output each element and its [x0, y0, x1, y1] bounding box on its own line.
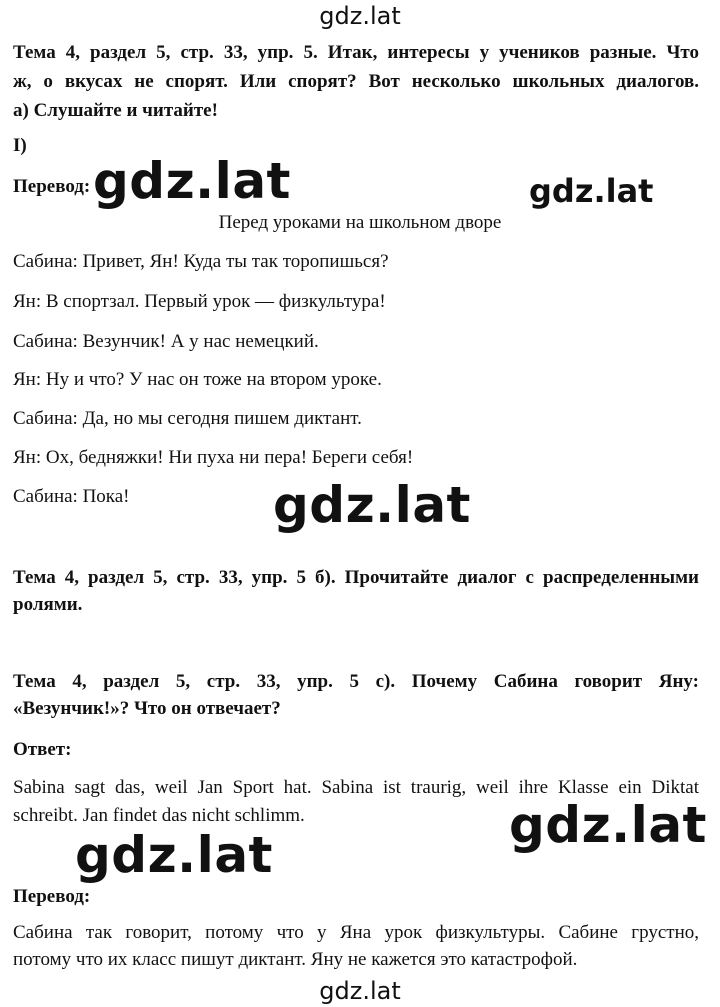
dialog-line: Ян: Ну и что? У нас он тоже на втором уроке. — [13, 369, 382, 390]
dialog-title: Перед уроками на школьном дворе — [218, 212, 502, 233]
task-b-line-1: Тема 4, раздел 5, стр. 33, упр. 5 б). Прочитайте диалог с распределенными — [13, 567, 699, 588]
dialog-line: Ян: В спортзал. Первый урок — физкультура! — [13, 291, 386, 312]
section-marker: I) — [13, 135, 27, 156]
watermark-overlay-2: gdz.lat — [529, 172, 654, 210]
task-a-line-3: a) Слушайте и читайте! — [13, 100, 218, 121]
dialog-line: Сабина: Привет, Ян! Куда ты так торопишься? — [13, 251, 389, 272]
task-a-line-1: Тема 4, раздел 5, стр. 33, упр. 5. Итак, интересы у учеников разные. Что — [13, 42, 699, 63]
task-c-line-1: Тема 4, раздел 5, стр. 33, упр. 5 с). Почему Сабина говорит Яну: — [13, 671, 699, 692]
watermark-overlay-3: gdz.lat — [273, 476, 471, 534]
dialog-line: Сабина: Пока! — [13, 486, 130, 507]
translation-line-1: Сабина так говорит, потому что у Яна урок физкультуры. Сабине грустно, — [13, 922, 699, 943]
answer-line-2: schreibt. Jan findet das nicht schlimm. — [13, 805, 305, 826]
translation-label-1: Перевод: — [13, 176, 91, 197]
translation-line-2: потому что их класс пишут диктант. Яну не кажется это катастрофой. — [13, 949, 578, 970]
dialog-line: Ян: Ох, бедняжки! Ни пуха ни пера! Береги себя! — [13, 447, 414, 468]
dialog-line: Сабина: Везунчик! А у нас немецкий. — [13, 331, 319, 352]
watermark-top: gdz.lat — [319, 2, 401, 30]
watermark-bottom: gdz.lat — [319, 977, 401, 1005]
answer-label: Ответ: — [13, 739, 72, 760]
watermark-overlay-1: gdz.lat — [93, 152, 291, 210]
translation-label-2: Перевод: — [13, 886, 91, 907]
dialog-line: Сабина: Да, но мы сегодня пишем диктант. — [13, 408, 362, 429]
watermark-overlay-5: gdz.lat — [75, 826, 273, 884]
task-a-line-2: ж, о вкусах не спорят. Или спорят? Вот несколько школьных диалогов. — [13, 71, 699, 92]
task-b-line-2: ролями. — [13, 594, 83, 615]
watermark-overlay-4: gdz.lat — [509, 796, 707, 854]
answer-line-1: Sabina sagt das, weil Jan Sport hat. Sabina ist traurig, weil ihre Klasse ein Diktat — [13, 777, 699, 798]
task-c-line-2: «Везунчик!»? Что он отвечает? — [13, 698, 281, 719]
